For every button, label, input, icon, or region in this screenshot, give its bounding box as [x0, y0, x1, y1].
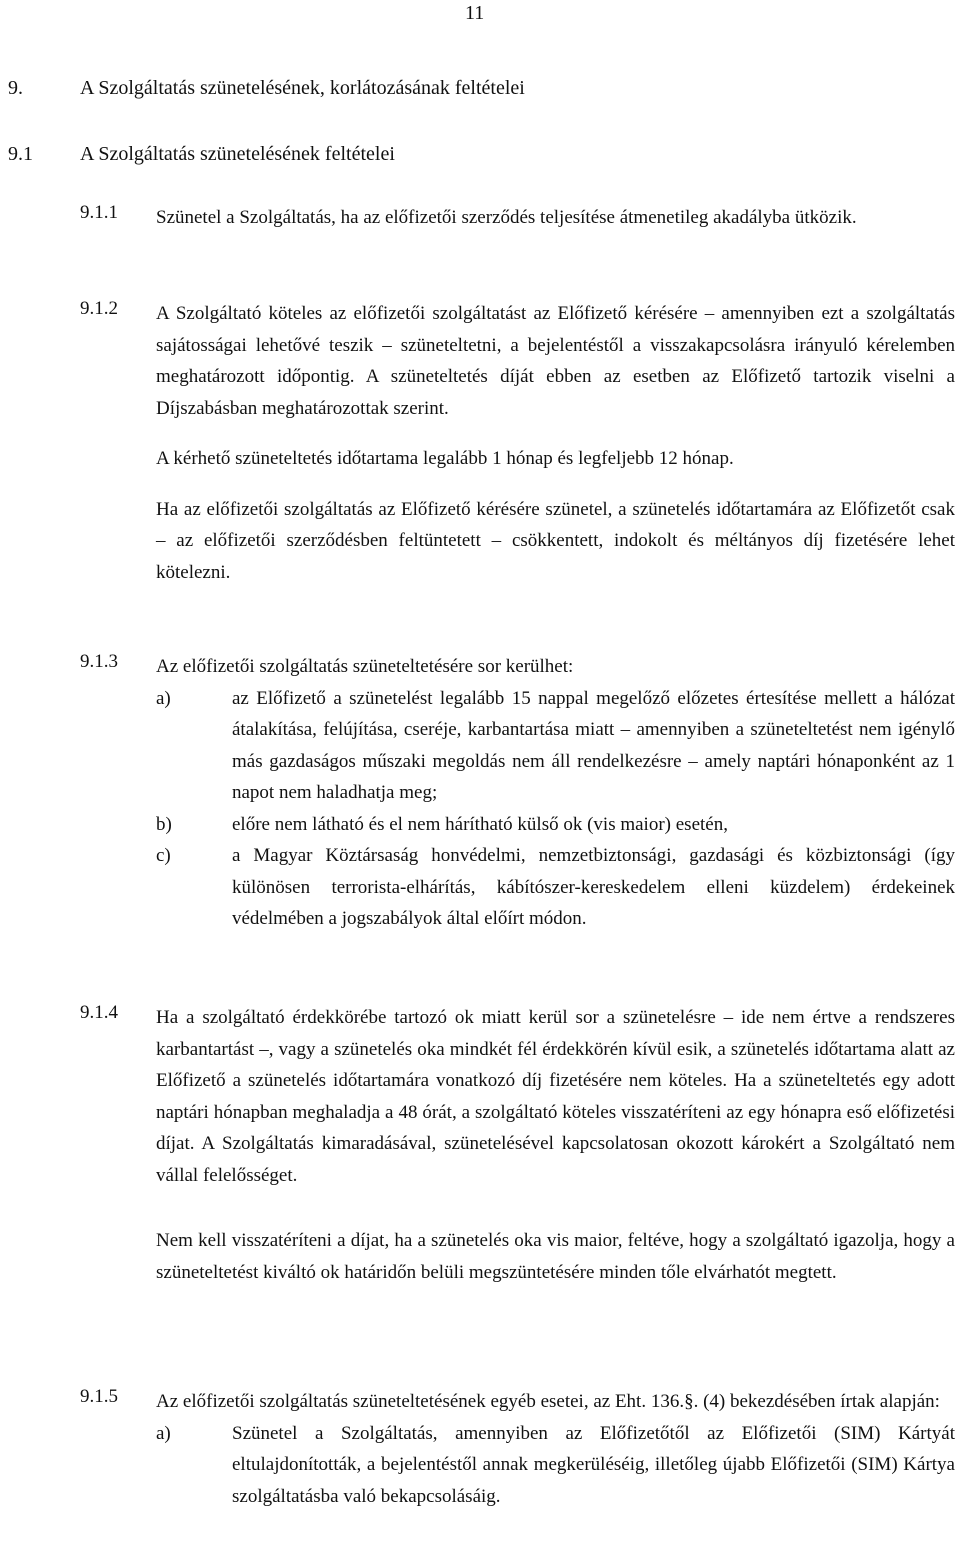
- clause-list: [156, 1418, 955, 1513]
- clause-paragraph: Ha a szolgáltató érdekkörébe tartozó ok miatt kerül sor a szünetelésre – ide nem értve a rendszeres karbantartást –, vagy a szünetelés oka mindkét fél érdekkörén kívül esik, a szünetelés időtartama alatt az Előfizető a szünetelés időtartamára vonatkozó díj fizetésére nem köteles. Ha a szüneteltetés egy adott naptári hónapban meghaladja a 48 órát, a szolgáltató köteles visszatéríteni az egy hónapra eső előfizetési díjat. A Szolgáltatás kimaradásával, szünetelésével kapcsolatosan okozott károkért a Szolgáltató nem vállal felelősséget.: [156, 1007, 955, 1186]
- clause-paragraph: Ha az előfizetői szolgáltatás az Előfizető kérésére szünetel, a szünetelés időtartamára az Előfizetőt csak – az előfizetői szerződésben feltüntetett – csökkentett, indokolt és méltányos díj fizetésére lehet kötelezni.: [156, 498, 955, 583]
- clause-list: [156, 683, 955, 935]
- clause-number: 9.1.2: [80, 298, 118, 319]
- subsection-number: 9.1: [8, 143, 33, 165]
- clause-number: 9.1.3: [80, 651, 118, 672]
- list-item-label: b): [156, 813, 172, 835]
- clause-paragraph: A Szolgáltató köteles az előfizetői szolgáltatást az Előfizető kérésére – amennyiben ezt a szolgáltatás sajátosságai lehetővé teszik – szüneteltetni, a bejelentéstől a visszakapcsolásra irányuló kérelemben meghatározott időpontig. A szüneteltetés díját ebben az esetben az Előfizető tartozik viselni a Díjszabásban meghatározottak szerint.: [156, 303, 955, 419]
- list-item: [156, 683, 955, 809]
- clause-9-1-1: [80, 202, 955, 234]
- clause-number: 9.1.1: [80, 202, 118, 223]
- clause-intro: Az előfizetői szolgáltatás szüneteltetésének egyéb esetei, az Eht. 136.§. (4) bekezdésében írtak alapján:: [156, 1391, 940, 1412]
- clause-9-1-2: [80, 298, 955, 588]
- clause-number: 9.1.4: [80, 1002, 118, 1023]
- list-item-text: a Magyar Köztársaság honvédelmi, nemzetbiztonsági, gazdasági és közbiztonsági (így különösen terrorista-elhárítás, kábítószer-kereskedelem elleni küzdelem) érdekeinek védelmében a jogszabályok által előírt módon.: [232, 845, 955, 929]
- clause-9-1-3: [80, 651, 955, 935]
- list-item-text: Szünetel a Szolgáltatás, amennyiben az Előfizetőtől az Előfizetői (SIM) Kártyát eltulajdonították, a bejelentéstől annak megkerüléséig, illetőleg újabb Előfizetői (SIM) Kártya szolgáltatásba való bekapcsolásáig.: [232, 1422, 955, 1507]
- list-item-text: előre nem látható és el nem hárítható külső ok (vis maior) esetén,: [232, 813, 728, 835]
- clause-9-1-4: [80, 1002, 955, 1288]
- clause-intro: Az előfizetői szolgáltatás szüneteltetésére sor kerülhet:: [156, 656, 574, 677]
- section-title: A Szolgáltatás szünetelésének, korlátozásának feltételei: [80, 77, 525, 99]
- clause-number: 9.1.5: [80, 1386, 118, 1407]
- list-item-text: az Előfizető a szünetelést legalább 15 nappal megelőző előzetes értesítése mellett a hálózat átalakítása, felújítása, cseréje, karbantartása miatt – amennyiben a szüneteltetést nem igénylő más gazdaságos műszaki megoldás nem áll rendelkezésre – amely naptári hónaponként az 1 napot nem haladhatja meg;: [232, 687, 955, 803]
- clause-text: Szünetel a Szolgáltatás, ha az előfizetői szerződés teljesítése átmenetileg akadályba ütközik.: [156, 207, 857, 228]
- clause-9-1-5: [80, 1386, 955, 1512]
- list-item-label: a): [156, 1422, 171, 1444]
- list-item: [156, 1418, 955, 1513]
- subsection-title: A Szolgáltatás szünetelésének feltételei: [80, 143, 395, 165]
- clause-paragraph: Nem kell visszatéríteni a díjat, ha a szünetelés oka vis maior, feltéve, hogy a szolgáltató igazolja, hogy a szüneteltetést kiváltó ok határidőn belüli megszüntetésére minden tőle elvárhatót megtett.: [156, 1230, 955, 1283]
- list-item-label: c): [156, 845, 171, 866]
- list-item: [156, 809, 955, 841]
- clause-paragraph: A kérhető szüneteltetés időtartama legalább 1 hónap és legfeljebb 12 hónap.: [156, 448, 734, 469]
- section-number: 9.: [8, 77, 23, 99]
- list-item: [156, 840, 955, 935]
- page-number: 11: [465, 2, 485, 24]
- list-item-label: a): [156, 687, 171, 709]
